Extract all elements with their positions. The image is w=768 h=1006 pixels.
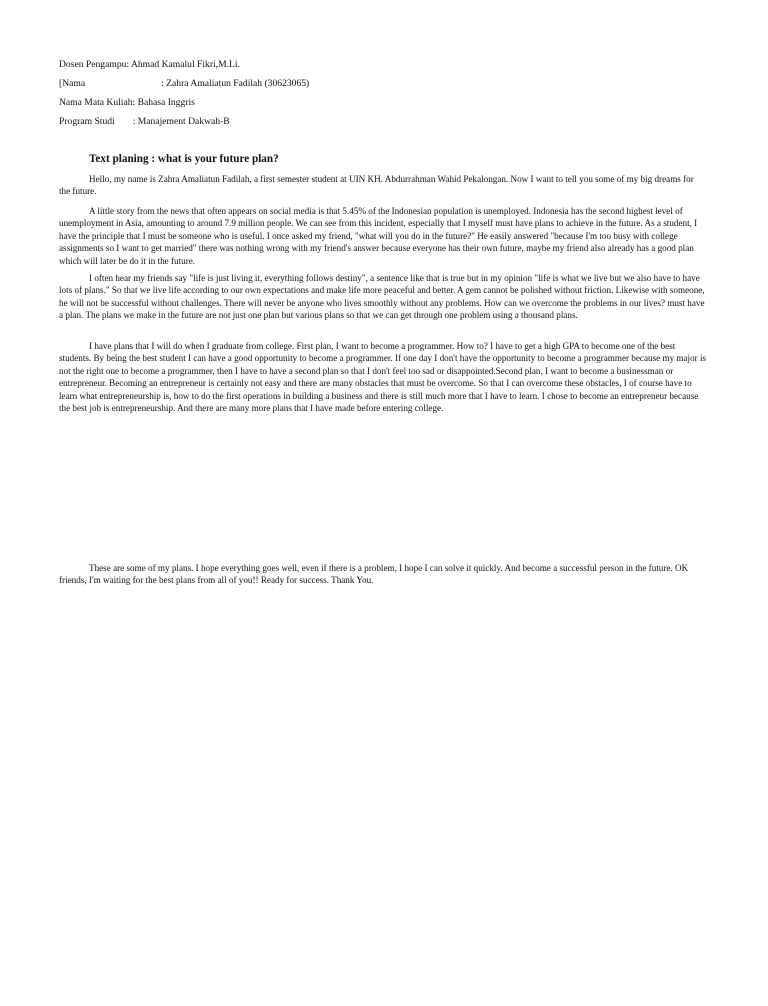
study-program-label: Program Studi <box>59 116 115 127</box>
paragraph-life-plans: I often hear my friends say "life is just living it, everything follows destiny", a sentence like that is true but in my opinion "life is what we live but we also have to have lots of plans." So that we live life according to our own expectations and make life more peaceful and better. A gem cannot be polished without friction. Likewise with someone, he will not be successful without challenges. There will never be anyone who lives smoothly without any problems. How can we overcome the problems in our lives? must have a plan. The plans we make in the future are not just one plan but various plans so that we can get through one problem using a thousand plans. <box>59 273 705 321</box>
paragraph-intro: Hello, my name is Zahra Amaliatun Fadilah, a first semester student at UIN KH. Abdurrahman Wahid Pekalongan. Now I want to tell you some of my big dreams for the future. <box>59 174 694 197</box>
paragraph-closing: These are some of my plans. I hope everything goes well, even if there is a problem, I hope I can solve it quickly. And become a successful person in the future. OK friends, I'm waiting for the best plans from all of you!! Ready for success. Thank You. <box>59 563 689 586</box>
lecturer-line: Dosen Pengampu: Ahmad Kamalul Fikri,M.Li. <box>59 59 240 70</box>
study-program-line <box>59 116 230 128</box>
paragraph-unemployment: A little story from the news that often appears on social media is that 5.45% of the Indonesian population is unemployed. Indonesia has the second highest level of unemployment in Asia, amounting to around 7.9 million people. We can see from this incident, especially that I myself must have plans to achieve in the future. As a student, I have the principle that I must be someone who is useful. I once asked my friend, "what will you do in the future?" He easily answered "because I'm too busy with college assignments so I want to get married" there was nothing wrong with my friend's answer because everyone has their own future, maybe my friend also already has a good plan which will later be do it in the future. <box>59 206 698 266</box>
name-label: [Nama <box>59 78 86 89</box>
study-program-value: : Manajement Dakwah-B <box>132 116 230 127</box>
paragraph-career-plans: I have plans that I will do when I graduate from college. First plan, I want to become a programmer. How to? I have to get a high GPA to become one of the best students. By being the best student I can have a good opportunity to become a programmer. If one day I don't have the opportunity to become a programmer because my major is not the right one to become a programmer, then I have to have a second plan so that I don't feel too sad or disappointed.Second plan, I want to become a businessman or entrepreneur. Becoming an entrepreneur is certainly not easy and there are many obstacles that must be overcome. So that I can overcome these obstacles, I of course have to learn what entrepreneurship is, how to do the first operations in building a business and there is still much more that I have to learn. I chose to become an entrepreneur because the best job is entrepreneurship. And there are many more plans that I have made before entering college. <box>59 341 707 414</box>
course-line: Nama Mata Kuliah: Bahasa Inggris <box>59 97 195 108</box>
name-value: : Zahra Amaliatun Fadilah (30623065) <box>161 78 310 89</box>
student-name-line <box>59 78 309 90</box>
document-title: Text planing : what is your future plan? <box>89 153 279 165</box>
